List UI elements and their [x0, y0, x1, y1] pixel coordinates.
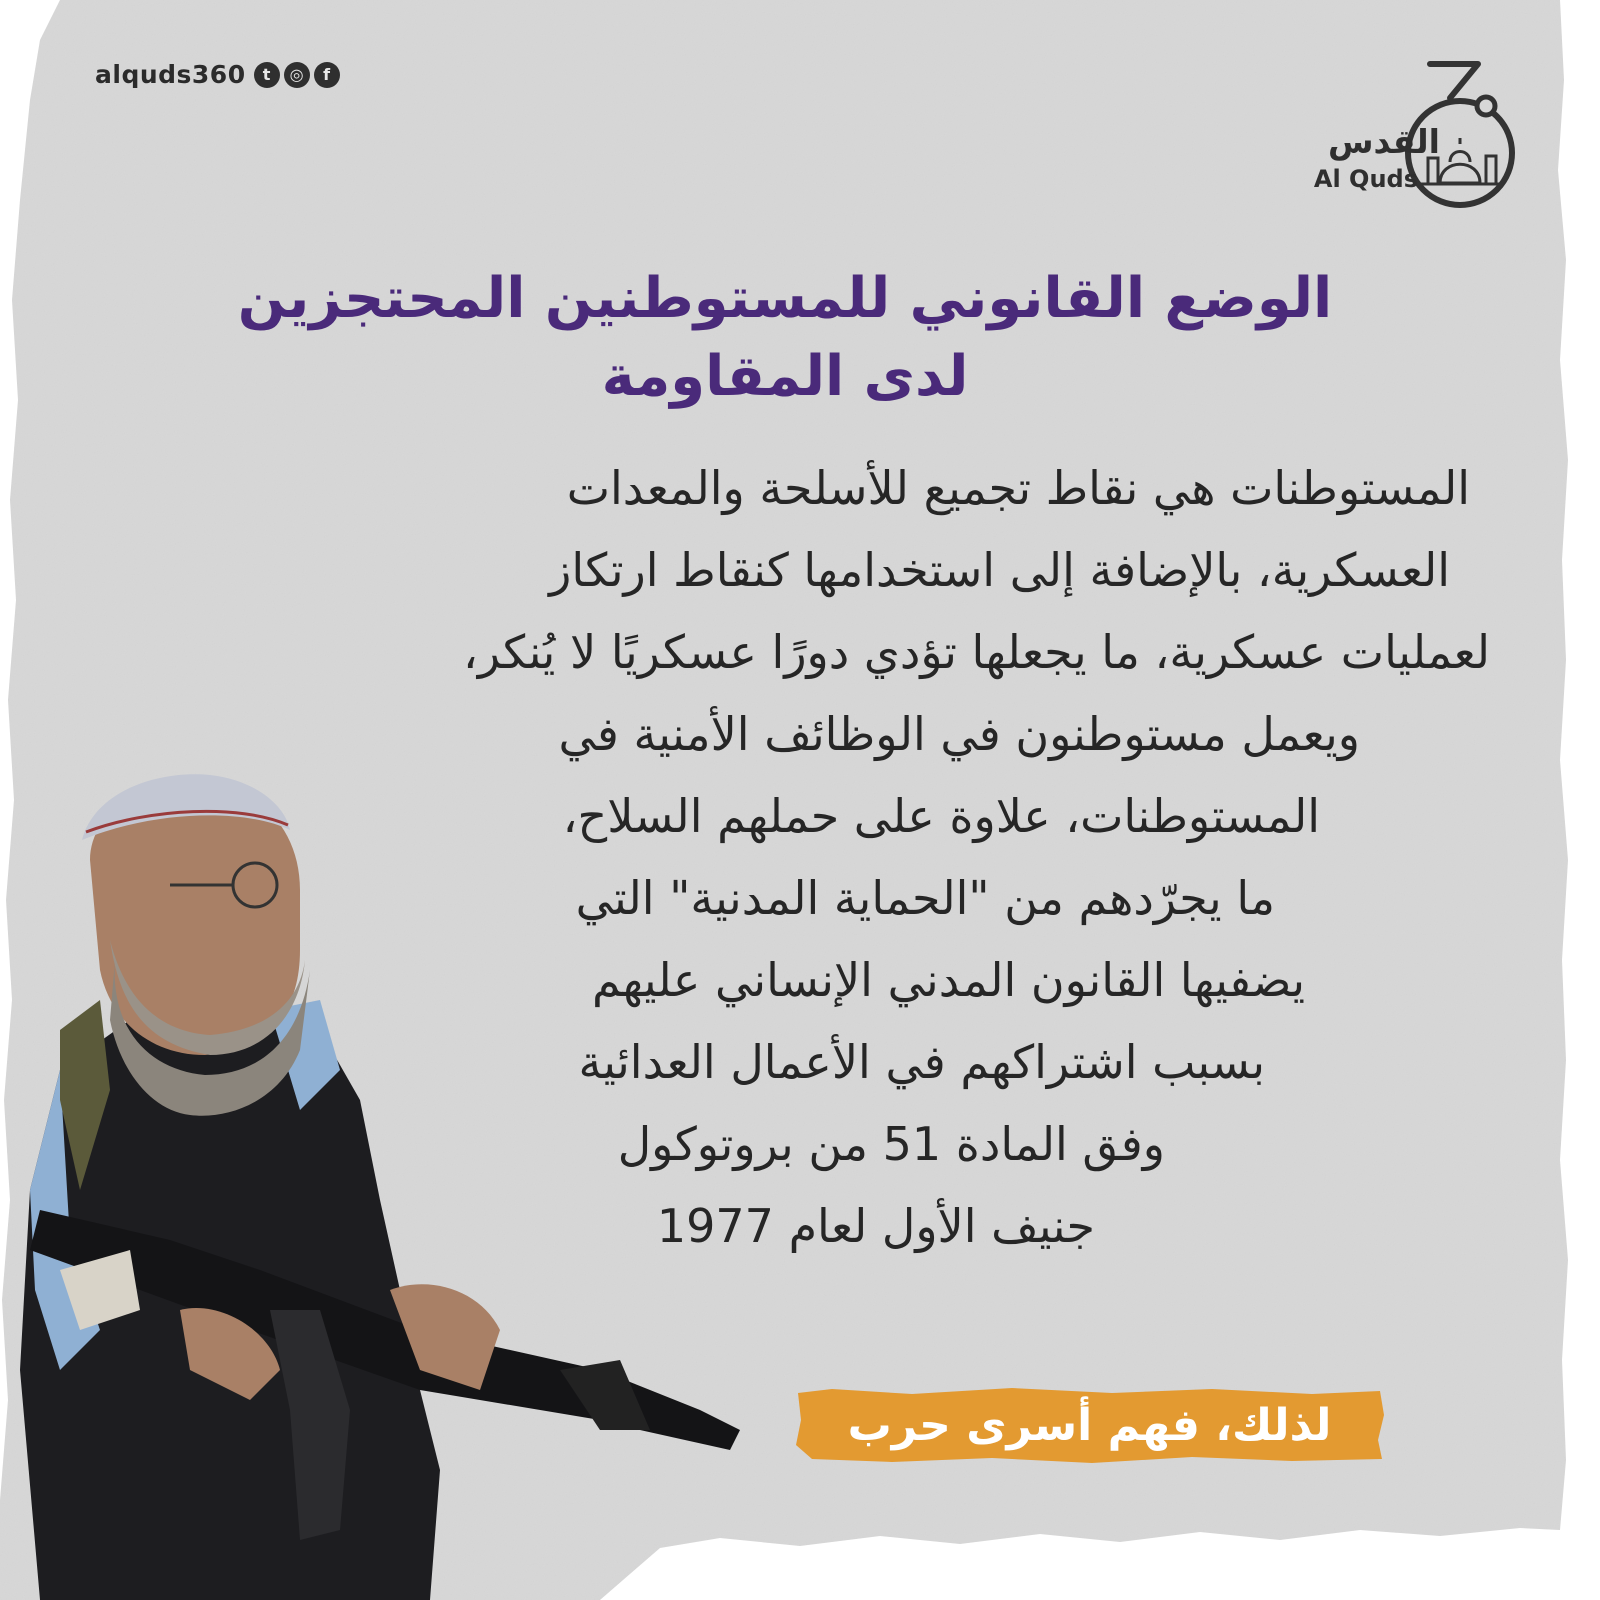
facebook-icon[interactable]: f: [314, 62, 340, 88]
body-line: ما يجرّدهم من "الحماية المدنية" التي: [575, 871, 1275, 925]
body-line: العسكرية، بالإضافة إلى استخدامها كنقاط ارتكاز: [549, 543, 1450, 597]
body-line: المستوطنات هي نقاط تجميع للأسلحة والمعدات: [566, 461, 1470, 515]
logo-english-text: Al Quds: [1313, 165, 1418, 193]
social-bar: [95, 60, 340, 89]
social-handle: alquds360: [95, 60, 246, 89]
body-line: بسبب اشتراكهم في الأعمال العدائية: [578, 1035, 1265, 1089]
armed-settler-photo: [0, 770, 760, 1600]
body-line: يضفيها القانون المدني الإنساني عليهم: [591, 953, 1305, 1007]
title-line-1: الوضع القانوني للمستوطنين المحتجزين: [237, 266, 1333, 331]
twitter-icon[interactable]: t: [254, 62, 280, 88]
body-line: المستوطنات، علاوة على حملهم السلاح،: [562, 789, 1320, 843]
title-line-2: لدى المقاومة: [601, 344, 969, 409]
body-line: لعمليات عسكرية، ما يجعلها تؤدي دورًا عسكريًا لا يُنكر،: [463, 625, 1490, 679]
logo-arabic-text: القدس: [1327, 122, 1440, 161]
conclusion-tag: [792, 1385, 1387, 1465]
conclusion-text: لذلك، فهم أسرى حرب: [847, 1399, 1332, 1451]
body-line: ويعمل مستوطنون في الوظائف الأمنية في: [558, 707, 1360, 761]
instagram-icon[interactable]: ◎: [284, 62, 310, 88]
body-line: وفق المادة 51 من بروتوكول: [617, 1117, 1165, 1171]
page-title: [150, 260, 1420, 416]
body-line: جنيف الأول لعام 1977: [656, 1199, 1095, 1253]
